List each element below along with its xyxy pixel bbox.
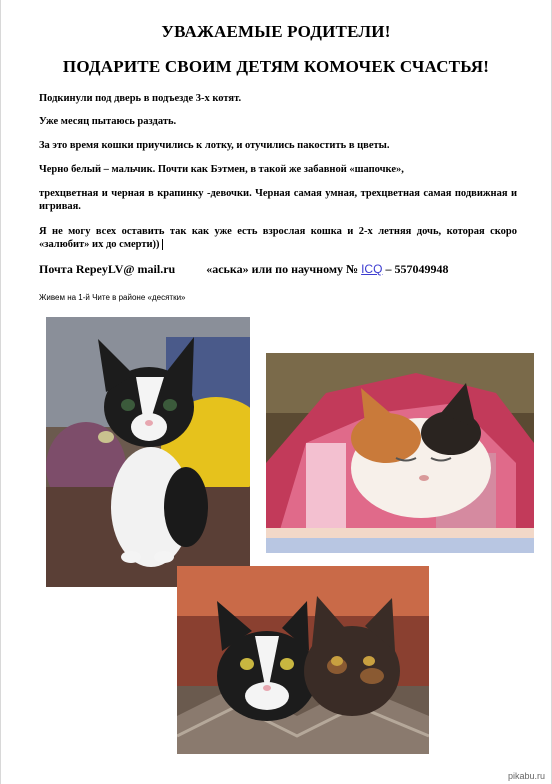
heading-line-2: ПОДАРИТЕ СВОИМ ДЕТЯМ КОМОЧЕК СЧАСТЬЯ! (62, 57, 490, 76)
photo-black-white-kitten (46, 317, 250, 587)
location-note: Живем на 1-й Чите в районе «десятки» (39, 293, 186, 302)
watermark: pikabu.ru (507, 771, 545, 781)
photo-two-kittens (177, 566, 429, 754)
icq-link[interactable]: ICQ (361, 262, 383, 276)
contact-mail: Почта RepeyLV@ mail.ru (39, 262, 176, 276)
paragraph-found: Подкинули под дверь в подъезде 3-х котят. (39, 93, 242, 104)
paragraph-month: Уже месяц пытаюсь раздать. (39, 116, 177, 127)
paragraph-reason (39, 225, 517, 251)
contacts-line (39, 262, 517, 277)
paragraph-reason-text: Я не могу всех оставить так как уже есть взрослая кошка и 2-х летняя дочь, которая скоро «залюбит» их до смерти)) (39, 226, 517, 250)
paragraph-trained: За это время кошки приучились к лотку, и отучились пакостить в цветы. (39, 140, 390, 151)
photo-calico-kitten (266, 353, 534, 553)
contact-icq-prefix: «аська» или по научному № (206, 262, 359, 276)
paragraph-girls: трехцветная и черная в крапинку -девочки. Черная самая умная, трехцветная самая подвижная и игривая. (39, 188, 517, 212)
paragraph-boy: Черно белый – мальчик. Почти как Бэтмен, в такой же забавной «шапочке», (39, 164, 404, 175)
contact-icq-number: – 557049948 (385, 262, 449, 276)
heading-line-1: УВАЖАЕМЫЕ РОДИТЕЛИ! (161, 22, 391, 41)
text-cursor (162, 239, 163, 250)
